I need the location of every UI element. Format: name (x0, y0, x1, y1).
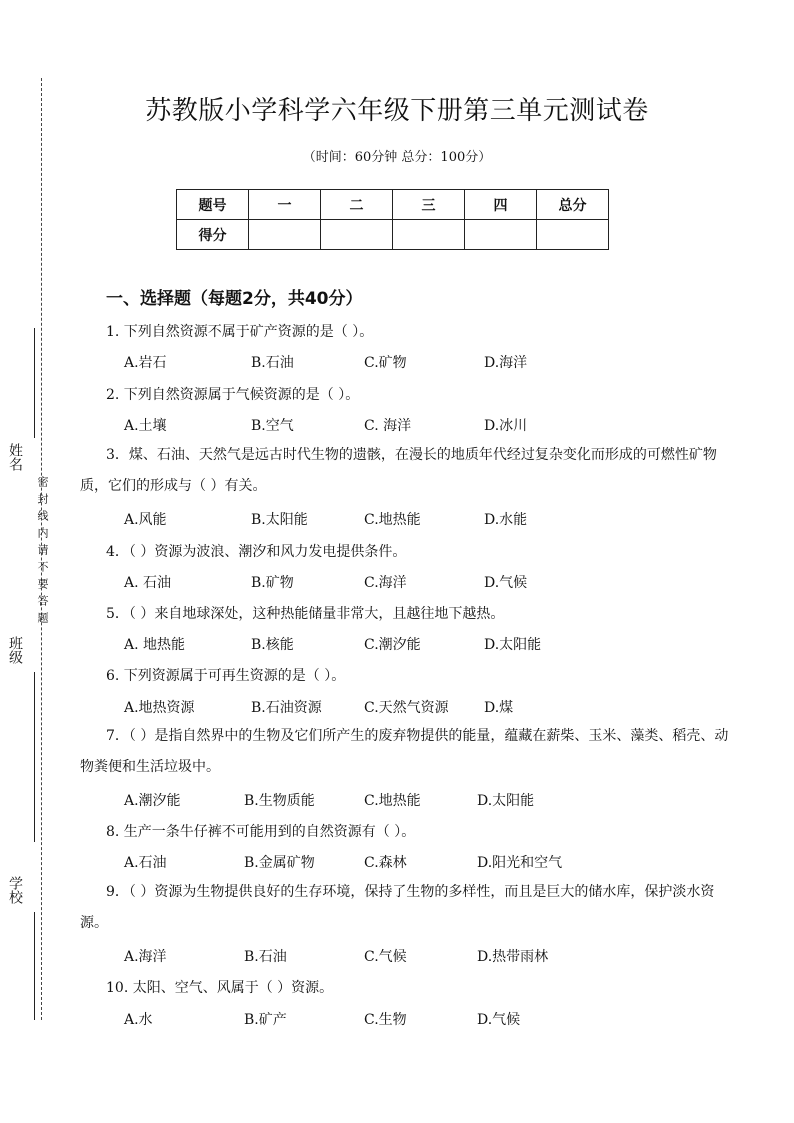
question-1-option-a[interactable]: A.岩石 (124, 355, 167, 371)
question-5-stem: 5．（ ）来自地球深处，这种热能储量非常大，且越往地下越热。 (106, 606, 505, 622)
score-table-header-row (177, 190, 609, 220)
score-entry-cell[interactable] (393, 220, 465, 250)
question-5-option-d[interactable]: D.太阳能 (484, 637, 542, 653)
question-4-option-a[interactable]: A. 石油 (124, 575, 172, 591)
question-10-option-c[interactable]: C.生物 (364, 1012, 407, 1028)
school-label: 学校 (7, 876, 23, 904)
question-8-option-d[interactable]: D.阳光和空气 (477, 855, 563, 871)
question-9-option-a[interactable]: A.海洋 (124, 949, 167, 965)
score-entry-cell[interactable] (321, 220, 393, 250)
table-cell: 得分 (177, 220, 249, 250)
question-2-option-c[interactable]: C. 海洋 (364, 418, 412, 434)
question-5-option-c[interactable]: C.潮汐能 (364, 637, 421, 653)
question-3-option-a[interactable]: A.风能 (124, 512, 167, 528)
class-label: 班级 (7, 636, 23, 664)
question-3-stem: 3．煤、石油、天然气是远古时代生物的遗骸，在漫长的地质年代经过复杂变化而形成的可燃性矿物质，它们的形成与（ ）有关。 (80, 447, 717, 494)
table-cell: 二 (321, 190, 393, 220)
question-1-option-b[interactable]: B.石油 (251, 355, 294, 371)
question-1-option-d[interactable]: D.海洋 (484, 355, 528, 371)
question-1-option-c[interactable]: C.矿物 (364, 355, 407, 371)
table-cell: 一 (249, 190, 321, 220)
class-blank-line (34, 672, 35, 842)
question-9-option-b[interactable]: B.石油 (244, 949, 287, 965)
seal-notice: 密封线内请不要答题 (36, 476, 49, 629)
question-7-option-d[interactable]: D.太阳能 (477, 793, 535, 809)
question-7-stem: 7．（ ）是指自然界中的生物及它们所产生的废弃物提供的能量，蕴藏在薪柴、玉米、藻类、稻壳、动物粪便和生活垃圾中。 (80, 728, 729, 775)
question-1-stem: 1. 下列自然资源不属于矿产资源的是（ ）。 (106, 324, 374, 340)
question-6-option-a[interactable]: A.地热资源 (124, 700, 195, 716)
question-9-option-c[interactable]: C.气候 (364, 949, 407, 965)
question-2-option-d[interactable]: D.冰川 (484, 418, 528, 434)
question-10-stem: 10. 太阳、空气、风属于（ ）资源。 (106, 980, 334, 996)
question-4-stem: 4．（ ）资源为波浪、潮汐和风力发电提供条件。 (106, 544, 407, 560)
question-8-option-c[interactable]: C.森林 (364, 855, 407, 871)
score-table-score-row (177, 220, 609, 250)
question-7-option-c[interactable]: C.地热能 (364, 793, 421, 809)
question-10-option-d[interactable]: D.气候 (477, 1012, 521, 1028)
question-3-option-b[interactable]: B.太阳能 (251, 512, 308, 528)
question-8-option-b[interactable]: B.金属矿物 (244, 855, 315, 871)
score-entry-cell[interactable] (465, 220, 537, 250)
question-7-option-a[interactable]: A.潮汐能 (124, 793, 181, 809)
table-cell: 三 (393, 190, 465, 220)
question-6-option-b[interactable]: B.石油资源 (251, 700, 322, 716)
question-6-option-d[interactable]: D.煤 (484, 700, 514, 716)
name-label: 姓名 (7, 443, 23, 471)
question-5-option-a[interactable]: A. 地热能 (124, 637, 186, 653)
page-title: 苏教版小学科学六年级下册第三单元测试卷 (145, 96, 649, 126)
question-8-stem: 8. 生产一条牛仔裤不可能用到的自然资源有（ ）。 (106, 824, 416, 840)
question-9-option-d[interactable]: D.热带雨林 (477, 949, 549, 965)
question-4-option-d[interactable]: D.气候 (484, 575, 528, 591)
question-7-option-b[interactable]: B.生物质能 (244, 793, 315, 809)
question-8-option-a[interactable]: A.石油 (124, 855, 167, 871)
question-3-option-d[interactable]: D.水能 (484, 512, 528, 528)
score-entry-cell[interactable] (249, 220, 321, 250)
question-6-option-c[interactable]: C.天然气资源 (364, 700, 449, 716)
question-9-stem: 9．（ ）资源为生物提供良好的生存环境，保持了生物的多样性，而且是巨大的储水库，保护淡水资源。 (80, 884, 715, 931)
section-heading: 一、选择题（每题2分，共40分） (106, 289, 363, 309)
table-cell: 题号 (177, 190, 249, 220)
question-3-option-c[interactable]: C.地热能 (364, 512, 421, 528)
question-6-stem: 6. 下列资源属于可再生资源的是（ ）。 (106, 668, 346, 684)
question-4-option-b[interactable]: B.矿物 (251, 575, 294, 591)
table-cell: 总分 (537, 190, 609, 220)
question-5-option-b[interactable]: B.核能 (251, 637, 294, 653)
score-entry-cell[interactable] (537, 220, 609, 250)
question-10-option-b[interactable]: B.矿产 (244, 1012, 287, 1028)
exam-info: （时间：60分钟 总分：100分） (302, 150, 492, 165)
name-blank-line (34, 328, 35, 438)
question-4-option-c[interactable]: C.海洋 (364, 575, 407, 591)
question-2-option-a[interactable]: A.土壤 (124, 418, 167, 434)
question-2-option-b[interactable]: B.空气 (251, 418, 294, 434)
score-table (176, 189, 609, 250)
table-cell: 四 (465, 190, 537, 220)
question-2-stem: 2. 下列自然资源属于气候资源的是（ ）。 (106, 387, 360, 403)
school-blank-line (34, 912, 35, 1020)
question-10-option-a[interactable]: A.水 (124, 1012, 153, 1028)
